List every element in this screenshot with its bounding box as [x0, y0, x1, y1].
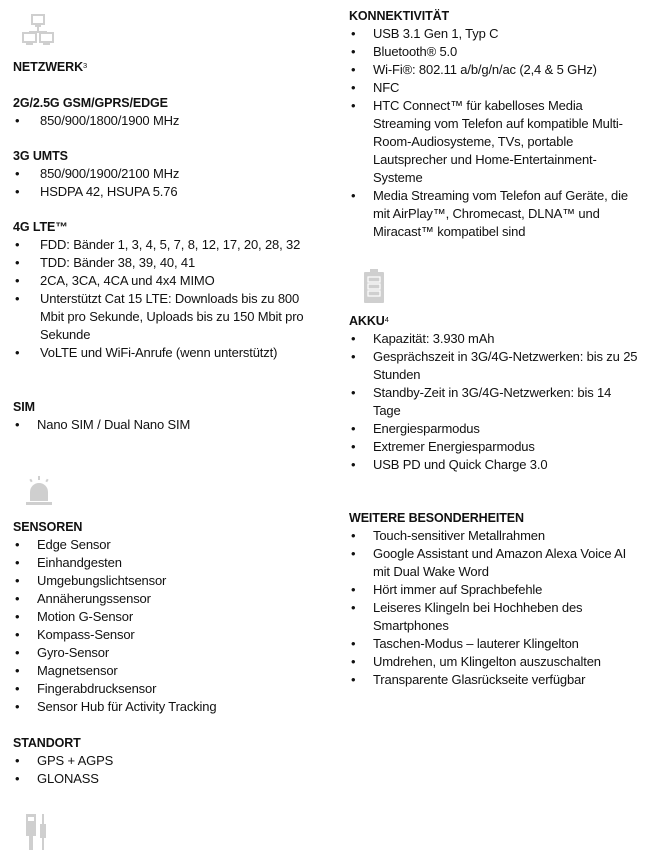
gsm-section — [13, 94, 333, 130]
list-item: • HTC Connect™ für kabelloses Media Streaming vom Telefon auf kompatible Multi-Room-Audiosysteme, TVs, portable Lautsprecher und Home-Entertainment-Systeme — [349, 97, 641, 187]
list-item: • GLONASS — [13, 770, 333, 788]
list-item: • Gesprächszeit in 3G/4G-Netzwerken: bis zu 25 Stunden — [349, 348, 641, 384]
connectivity-section — [349, 7, 659, 241]
list-item: • Sensor Hub für Activity Tracking — [13, 698, 333, 716]
umts-section — [13, 147, 333, 201]
list-item: • Edge Sensor — [13, 536, 333, 554]
list-item: • Hört immer auf Sprachbefehle — [349, 581, 641, 599]
list-item: • Annäherungssensor — [13, 590, 333, 608]
battery-section — [349, 312, 659, 474]
lte-section — [13, 218, 333, 362]
network-heading: NETZWERK$^3$ — [13, 60, 88, 74]
list-item: • Umdrehen, um Klingelton auszuschalten — [349, 653, 641, 671]
sim-heading: SIM — [13, 400, 35, 414]
list-item: • Bluetooth® 5.0 — [349, 43, 641, 61]
gsm-heading: 2G/2.5G GSM/GPRS/EDGE — [13, 96, 168, 110]
list-item: • Fingerabdrucksensor — [13, 680, 333, 698]
list-item: • Leiseres Klingeln bei Hochheben des Smartphones — [349, 599, 641, 635]
list-item: • Standby-Zeit in 3G/4G-Netzwerken: bis 14 Tage — [349, 384, 641, 420]
list-item: • FDD: Bänder 1, 3, 4, 5, 7, 8, 12, 17, 20, 28, 32 — [13, 236, 313, 254]
list-item: • TDD: Bänder 38, 39, 40, 41 — [13, 254, 313, 272]
list-item: • Einhandgesten — [13, 554, 333, 572]
list-item: • 850/900/1800/1900 MHz — [13, 112, 333, 130]
sensors-section — [13, 518, 333, 716]
list-item: • Motion G-Sensor — [13, 608, 333, 626]
sensors-heading: SENSOREN — [13, 520, 83, 534]
lte-heading: 4G LTE™ — [13, 220, 68, 234]
battery-heading: AKKU$^4$ — [349, 314, 389, 328]
list-item: • Umgebungslichtsensor — [13, 572, 333, 590]
list-item: • Extremer Energiesparmodus — [349, 438, 641, 456]
list-item: • 2CA, 3CA, 4CA und 4x4 MIMO — [13, 272, 313, 290]
list-item: • Unterstützt Cat 15 LTE: Downloads bis zu 800 Mbit pro Sekunde, Uploads bis zu 150 Mbit pro Sekunde — [13, 290, 313, 344]
usb-cable-icon — [25, 813, 51, 851]
list-item: • Touch-sensitiver Metallrahmen — [349, 527, 641, 545]
list-item: • NFC — [349, 79, 641, 97]
list-item: • 850/900/1900/2100 MHz — [13, 165, 333, 183]
list-item: • USB 3.1 Gen 1, Typ C — [349, 25, 641, 43]
network-icon — [22, 14, 54, 46]
footnote-marker: 3 — [83, 61, 88, 70]
footnote-marker: 4 — [384, 315, 389, 324]
list-item: • Wi-Fi®: 802.11 a/b/g/n/ac (2,4 & 5 GHz) — [349, 61, 641, 79]
location-section — [13, 734, 333, 788]
list-item: • VoLTE und WiFi-Anrufe (wenn unterstützt) — [13, 344, 313, 362]
extras-section — [349, 509, 659, 689]
extras-heading: WEITERE BESONDERHEITEN — [349, 511, 524, 525]
list-item: • Google Assistant und Amazon Alexa Voice AI mit Dual Wake Word — [349, 545, 641, 581]
list-item: • Taschen-Modus – lauterer Klingelton — [349, 635, 641, 653]
battery-icon — [364, 269, 384, 303]
list-item: • Magnetsensor — [13, 662, 333, 680]
list-item: • Energiesparmodus — [349, 420, 641, 438]
list-item: • Nano SIM / Dual Nano SIM — [13, 416, 333, 434]
list-item: • Kapazität: 3.930 mAh — [349, 330, 641, 348]
umts-heading: 3G UMTS — [13, 149, 68, 163]
connectivity-heading: KONNEKTIVITÄT — [349, 9, 450, 23]
location-heading: STANDORT — [13, 736, 81, 750]
alarm-light-icon — [25, 476, 53, 506]
list-item: • Media Streaming vom Telefon auf Geräte, die mit AirPlay™, Chromecast, DLNA™ und Miracast™ kompatibel sind — [349, 187, 641, 241]
list-item: • GPS + AGPS — [13, 752, 333, 770]
list-item: • HSDPA 42, HSUPA 5.76 — [13, 183, 333, 201]
network-section — [13, 58, 333, 76]
list-item: • USB PD und Quick Charge 3.0 — [349, 456, 641, 474]
sim-section — [13, 398, 333, 434]
list-item: • Transparente Glasrückseite verfügbar — [349, 671, 641, 689]
list-item: • Gyro-Sensor — [13, 644, 333, 662]
list-item: • Kompass-Sensor — [13, 626, 333, 644]
